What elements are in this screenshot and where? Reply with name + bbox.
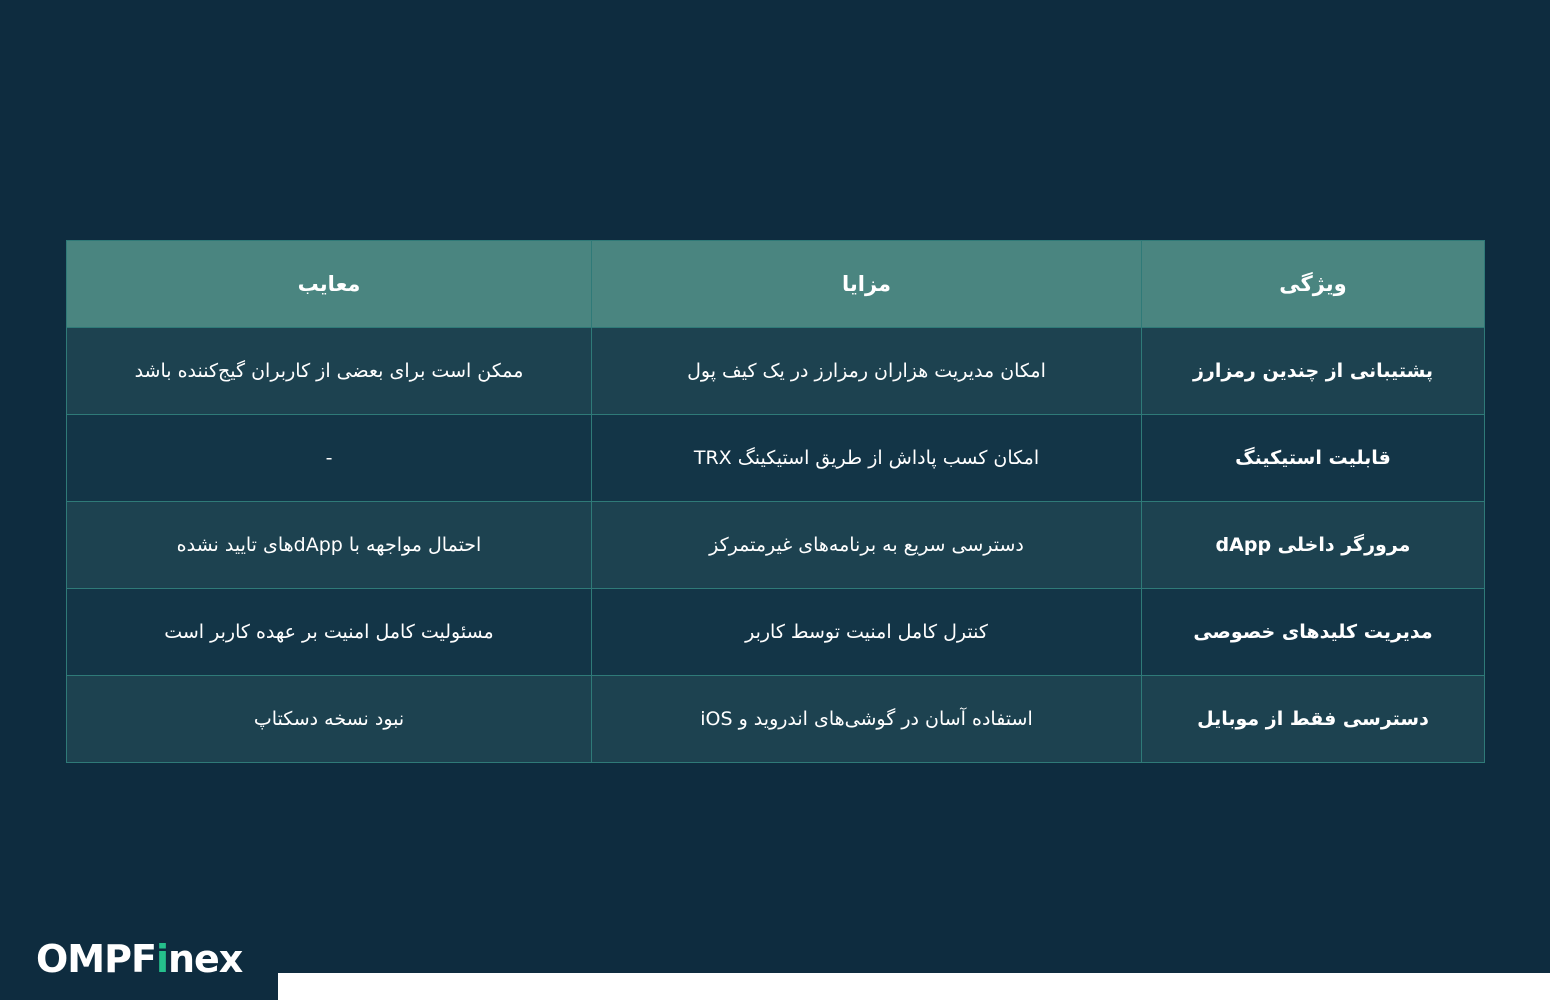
cell-feature: مرورگر داخلی dApp (1142, 502, 1485, 589)
header-row (67, 241, 1485, 328)
cell-feature: پشتیبانی از چندین رمزارز (1142, 328, 1485, 415)
cell-pros: امکان کسب پاداش از طریق استیکینگ TRX (592, 415, 1142, 502)
cell-cons: ممکن است برای بعضی از کاربران گیج‌کننده باشد (67, 328, 592, 415)
logo-text-end: nex (167, 937, 243, 981)
brand-logo (36, 936, 242, 982)
cell-feature: قابلیت استیکینگ (1142, 415, 1485, 502)
table-row (67, 502, 1485, 589)
table-body (67, 328, 1485, 763)
cell-cons: مسئولیت کامل امنیت بر عهده کاربر است (67, 589, 592, 676)
header-pros: مزایا (592, 241, 1142, 328)
cell-feature: دسترسی فقط از موبایل (1142, 676, 1485, 763)
logo-text-accent: i (155, 937, 168, 981)
bottom-bar (278, 973, 1550, 1000)
table-header (67, 241, 1485, 328)
cell-cons: نبود نسخه دسکتاپ (67, 676, 592, 763)
table-row (67, 328, 1485, 415)
table-row (67, 415, 1485, 502)
header-feature: ویژگی (1142, 241, 1485, 328)
cell-pros: امکان مدیریت هزاران رمزارز در یک کیف پول (592, 328, 1142, 415)
table-row (67, 676, 1485, 763)
logo-text-start: OMPF (36, 937, 156, 981)
cell-pros: دسترسی سریع به برنامه‌های غیرمتمرکز (592, 502, 1142, 589)
table-row (67, 589, 1485, 676)
cell-cons: - (67, 415, 592, 502)
cell-cons: احتمال مواجهه با dAppهای تایید نشده (67, 502, 592, 589)
cell-pros: کنترل کامل امنیت توسط کاربر (592, 589, 1142, 676)
comparison-table-container (66, 240, 1484, 763)
header-cons: معایب (67, 241, 592, 328)
cell-pros: استفاده آسان در گوشی‌های اندروید و iOS (592, 676, 1142, 763)
cell-feature: مدیریت کلیدهای خصوصی (1142, 589, 1485, 676)
comparison-table (66, 240, 1485, 763)
